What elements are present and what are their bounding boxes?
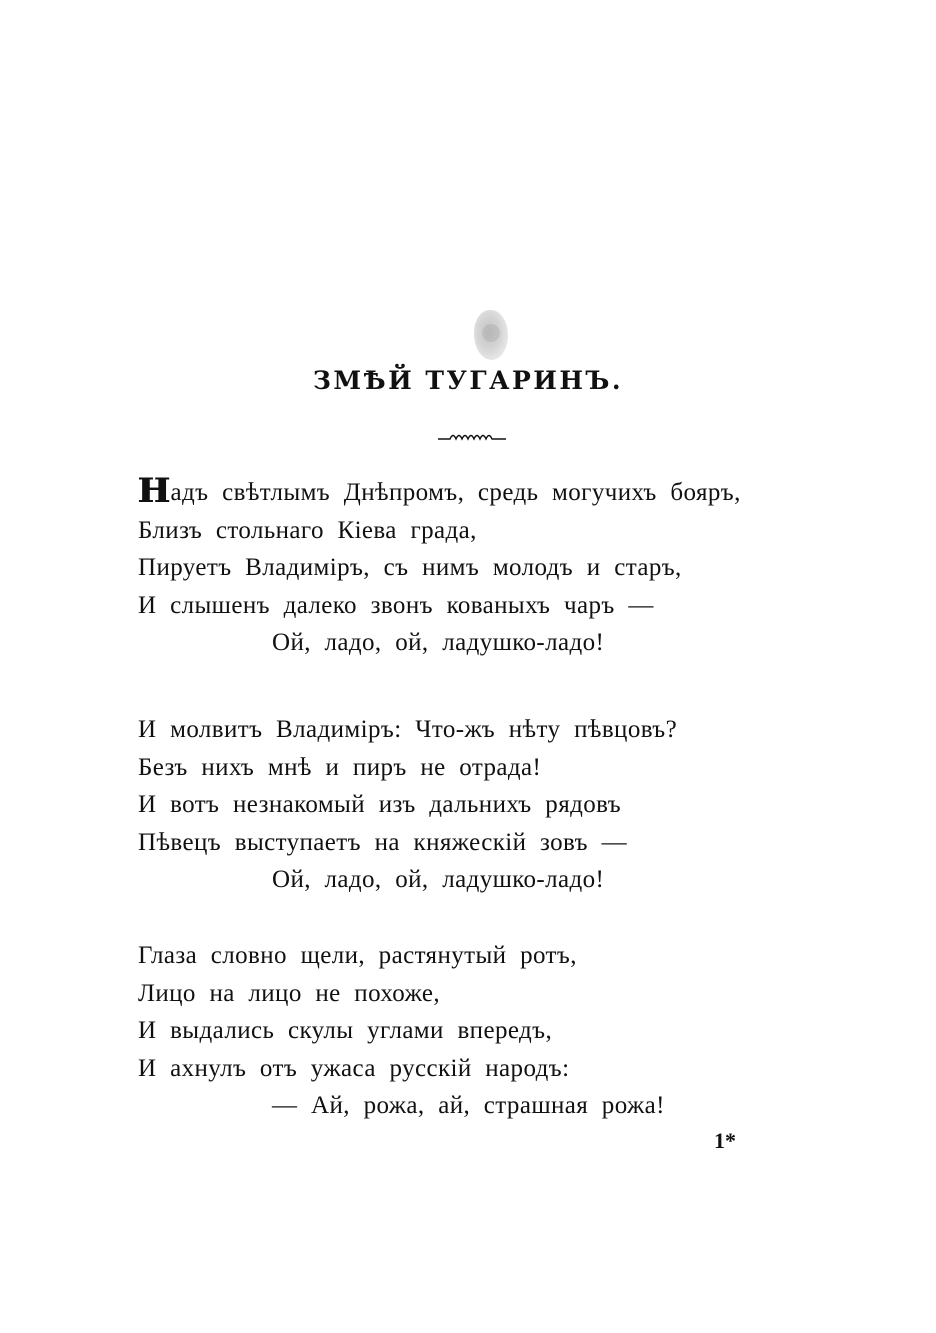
- wavy-ornament-icon: [438, 430, 506, 444]
- refrain-line: — Ай, рожа, ай, страшная рожа!: [272, 1092, 665, 1119]
- verse-line: Глаза словно щели, растянутый ротъ,: [138, 942, 577, 969]
- verse-line: И выдались скулы углами впередъ,: [138, 1017, 553, 1044]
- refrain-line: Ой, ладо, ой, ладушко-ладо!: [272, 629, 605, 656]
- verse-line: Близъ стольнаго Кіева града,: [138, 516, 477, 544]
- stanza-3: [138, 937, 858, 1125]
- refrain-line: Ой, ладо, ой, ладушко-ладо!: [272, 866, 605, 893]
- verse-line: И молвитъ Владиміръ: Что-жъ нѣту пѣвцовъ?: [138, 716, 678, 743]
- verse-line: И вотъ незнакомый изъ дальнихъ рядовъ: [138, 791, 622, 818]
- verse-line: Безъ нихъ мнѣ и пиръ не отрада!: [138, 753, 542, 781]
- verse-line: [138, 471, 858, 512]
- drop-cap: Н: [138, 471, 171, 511]
- verse-line: Пируетъ Владиміръ, съ нимъ молодъ и старъ,: [138, 554, 682, 581]
- verse-line-text: адъ свѣтлымъ Днѣпромъ, средь могучихъ бояръ,: [170, 479, 741, 506]
- verse-line: Лицо на лицо не похоже,: [138, 979, 441, 1007]
- verse-line: Пѣвецъ выступаетъ на княжескій зовъ —: [138, 828, 628, 856]
- page-number: 1*: [714, 1128, 736, 1153]
- verse-line: И слышенъ далеко звонъ кованыхъ чаръ —: [138, 591, 654, 619]
- library-stamp-icon: [474, 310, 508, 360]
- stanza-1: [138, 471, 858, 662]
- poem-title: ЗМѢЙ ТУГАРИНЪ.: [312, 366, 624, 395]
- stanza-2: [138, 711, 858, 899]
- verse-line: И ахнулъ отъ ужаса русскій народъ:: [138, 1054, 570, 1082]
